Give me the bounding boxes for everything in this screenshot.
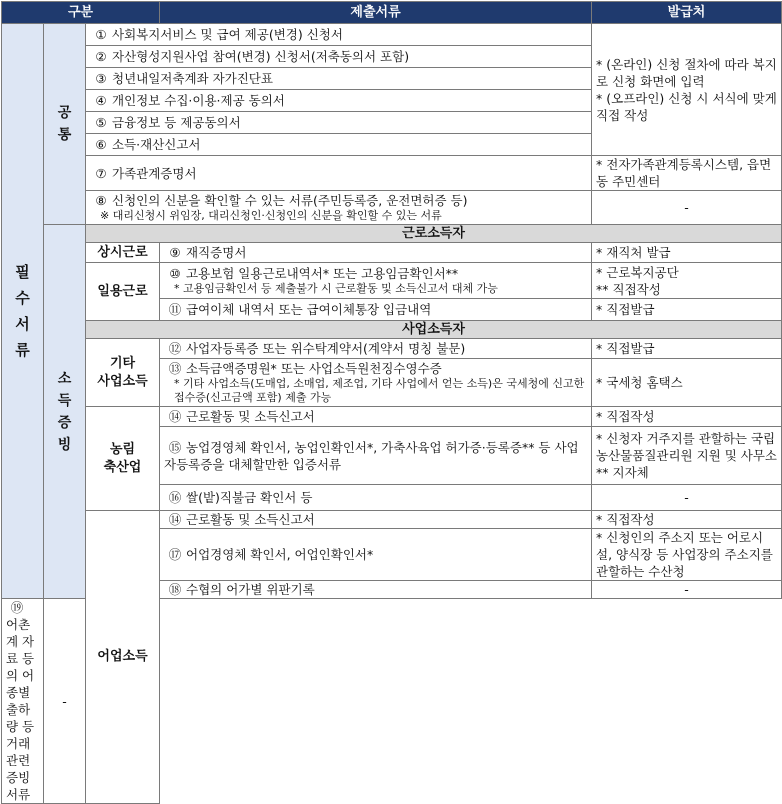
issuer: * 신청자 거주지를 관할하는 국립농산물품질관리원 지원 및 사무소 ** 지자체	[592, 427, 782, 485]
header-category: 구분	[2, 2, 160, 24]
doc-row: ⑬ 소득금액증명원* 또는 사업소득원천징수영수증 * 기타 사업소득(도매업, 소매업, 제조업, 기타 사업에서 얻는 소득)은 국세청에 신고한 접수증(신고금액 포함) 제출 가능	[160, 359, 592, 407]
issuer: -	[592, 485, 782, 511]
issuer: * 직접발급	[592, 299, 782, 321]
etc-business-label: 기타 사업소득	[86, 339, 160, 407]
id-doc-row: ⑧ 신청인의 신분을 확인할 수 있는 서류(주민등록증, 운전면허증 등) ※ 대리신청시 위임장, 대리신청인·신청인의 신분을 확인할 수 있는 서류	[86, 191, 592, 225]
common-issuer-online: * (온라인) 신청 절차에 따라 복지로 신청 화면에 입력 * (오프라인) 신청 시 서식에 맞게 직접 작성	[592, 24, 782, 156]
fishery-label: 어업소득	[86, 511, 160, 804]
common-label: 공 통	[44, 24, 86, 225]
header-documents: 제출서류	[160, 2, 592, 24]
doc-row: ⑱ 수협의 어가별 위판기록	[160, 581, 592, 599]
issuer: -	[44, 599, 86, 804]
issuer: * 직접작성	[592, 511, 782, 529]
issuer: * 신청인의 주소지 또는 어로시설, 양식장 등 사업장의 주소지를 관할하는 수산청	[592, 529, 782, 581]
id-doc-note: ※ 대리신청시 위임장, 대리신청인·신청인의 신분을 확인할 수 있는 서류	[100, 209, 442, 222]
issuer: * 직접작성	[592, 407, 782, 427]
doc-note: * 기타 사업소득(도매업, 소매업, 제조업, 기타 사업에서 얻는 소득)은 국세청에 신고한 접수증(신고금액 포함) 제출 가능	[174, 377, 585, 404]
doc-row: ① 사회복지서비스 및 급여 제공(변경) 신청서	[86, 24, 592, 46]
doc-row: ⑯ 쌀(밭)직불금 확인서 등	[160, 485, 592, 511]
doc-row: ⑰ 어업경영체 확인서, 어업인확인서*	[160, 529, 592, 581]
doc-row: ④ 개인정보 수집·이용·제공 동의서	[86, 90, 592, 112]
farming-label: 농림 축산업	[86, 407, 160, 511]
issuer: * 근로복지공단 ** 직접작성	[592, 263, 782, 299]
doc-row: ⑥ 소득·재산신고서	[86, 134, 592, 156]
doc-row: ⑦ 가족관계증명서	[86, 156, 592, 191]
doc-row: ⑭ 근로활동 및 소득신고서	[160, 407, 592, 427]
doc-row: ⑤ 금융정보 등 제공동의서	[86, 112, 592, 134]
issuer: -	[592, 581, 782, 599]
issuer: * 직접발급	[592, 339, 782, 359]
doc-row: ⑨ 재직증명서	[160, 243, 592, 263]
doc-row: ⑫ 사업자등록증 또는 위수탁계약서(계약서 명칭 불문)	[160, 339, 592, 359]
issuer: * 국세청 홈택스	[592, 359, 782, 407]
doc-row: ⑪ 급여이체 내역서 또는 급여이체통장 입금내역	[160, 299, 592, 321]
section-earned-income: 근로소득자	[86, 225, 782, 243]
doc-row: ⑩ 고용보험 일용근로내역서* 또는 고용임금확인서** * 고용임금확인서 등 제출불가 시 근로활동 및 소득신고서 대체 가능	[160, 263, 592, 299]
doc-row: ⑭ 근로활동 및 소득신고서	[160, 511, 592, 529]
doc-row: ③ 청년내일저축계좌 자가진단표	[86, 68, 592, 90]
required-documents-table	[1, 1, 782, 804]
doc-row: ⑲어촌계 자료 등의 어종별 출하량 등 거래 관련 증빙 서류	[2, 599, 44, 804]
daily-work-label: 일용근로	[86, 263, 160, 321]
issuer: * 재직처 발급	[592, 243, 782, 263]
doc-row: ② 자산형성지원사업 참여(변경) 신청서(저축동의서 포함)	[86, 46, 592, 68]
common-issuer-family: * 전자가족관계등록시스템, 읍면동 주민센터	[592, 156, 782, 191]
section-business-income: 사업소득자	[86, 321, 782, 339]
income-proof-label: 소 득 증 빙	[44, 225, 86, 599]
required-docs-label: 필 수 서 류	[2, 24, 44, 599]
regular-work-label: 상시근로	[86, 243, 160, 263]
header-issuer: 발급처	[592, 2, 782, 24]
id-issuer: -	[592, 191, 782, 225]
doc-row: ⑮ 농업경영체 확인서, 농업인확인서*, 가축사육업 허가증·등록증** 등 사업자등록증을 대체할만한 입증서류	[160, 427, 592, 485]
doc-note: * 고용임금확인서 등 제출불가 시 근로활동 및 소득신고서 대체 가능	[174, 282, 498, 295]
